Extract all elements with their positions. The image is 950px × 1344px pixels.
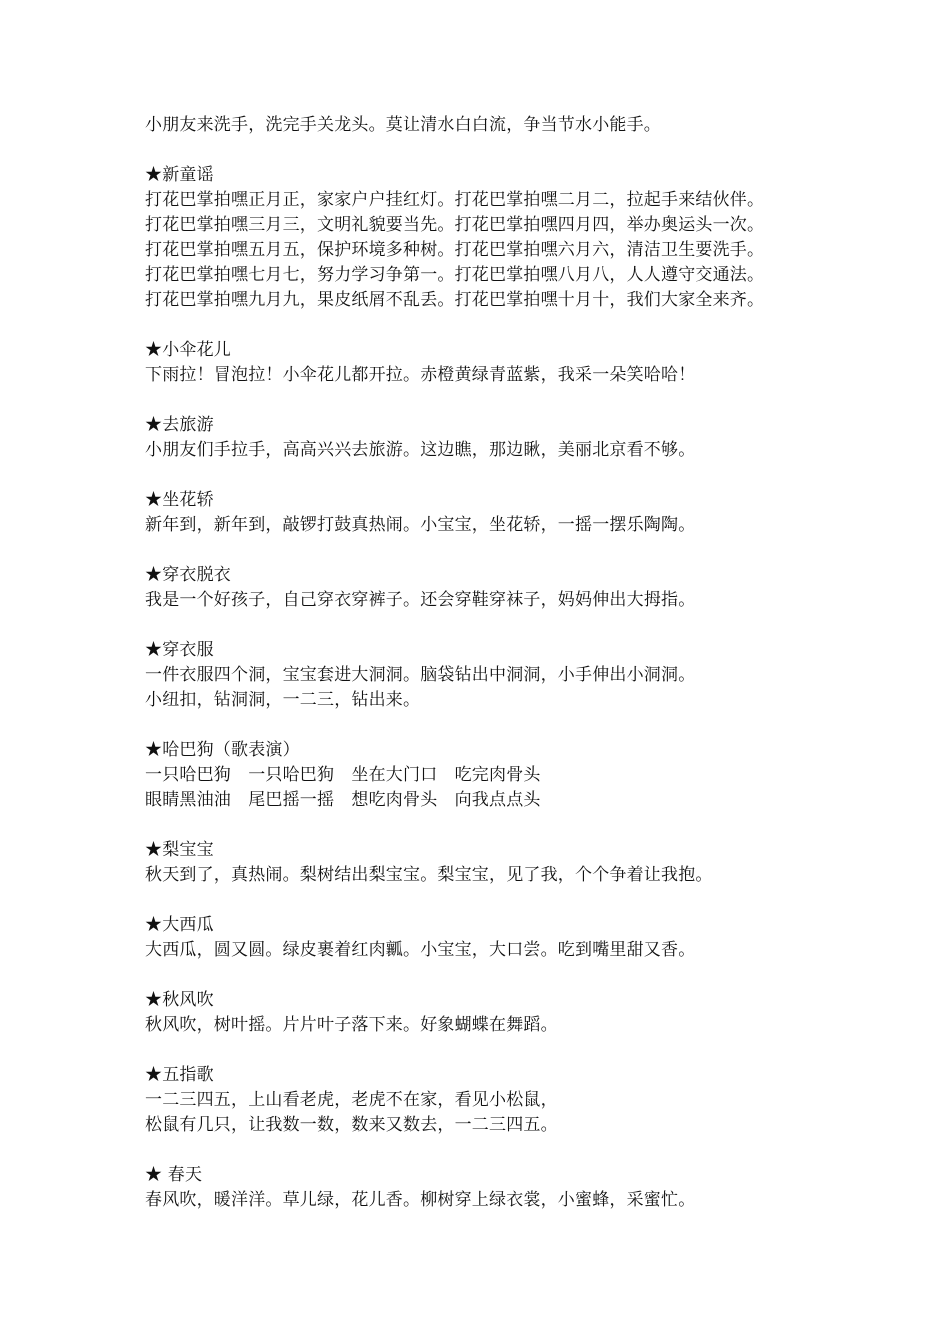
section-title: ★去旅游 xyxy=(145,415,214,435)
rhyme-line: 秋风吹，树叶摇。片片叶子落下来。好象蝴蝶在舞蹈。 xyxy=(145,1015,558,1035)
spacer xyxy=(145,538,845,563)
section-title: ★ 春天 xyxy=(145,1165,203,1185)
section-title: ★坐花轿 xyxy=(145,490,214,510)
section-title: ★新童谣 xyxy=(145,165,214,185)
document-body xyxy=(145,113,845,1213)
spacer xyxy=(145,138,845,163)
rhyme-line: 一二三四五，上山看老虎，老虎不在家，看见小松鼠， xyxy=(145,1090,558,1110)
section-title: ★秋风吹 xyxy=(145,990,214,1010)
rhyme-line: 一只哈巴狗 一只哈巴狗 坐在大门口 吃完肉骨头 xyxy=(145,765,541,785)
rhyme-line: 打花巴掌拍嘿七月七，努力学习争第一。打花巴掌拍嘿八月八，人人遵守交通法。 xyxy=(145,265,765,285)
section-title: ★小伞花儿 xyxy=(145,340,231,360)
spacer xyxy=(145,1038,845,1063)
rhyme-line: 秋天到了，真热闹。梨树结出梨宝宝。梨宝宝，见了我，个个争着让我抱。 xyxy=(145,865,713,885)
rhyme-line: 下雨拉！冒泡拉！小伞花儿都开拉。赤橙黄绿青蓝紫，我采一朵笑哈哈！ xyxy=(145,365,696,385)
section-title: ★大西瓜 xyxy=(145,915,214,935)
section-title: ★穿衣服 xyxy=(145,640,214,660)
spacer xyxy=(145,463,845,488)
spacer xyxy=(145,613,845,638)
rhyme-line: 打花巴掌拍嘿三月三，文明礼貌要当先。打花巴掌拍嘿四月四，举办奥运头一次。 xyxy=(145,215,765,235)
rhyme-line: 打花巴掌拍嘿正月正，家家户户挂红灯。打花巴掌拍嘿二月二，拉起手来结伙伴。 xyxy=(145,190,765,210)
rhyme-line: 我是一个好孩子，自己穿衣穿裤子。还会穿鞋穿袜子，妈妈伸出大拇指。 xyxy=(145,590,696,610)
spacer xyxy=(145,813,845,838)
rhyme-line: 打花巴掌拍嘿九月九，果皮纸屑不乱丢。打花巴掌拍嘿十月十，我们大家全来齐。 xyxy=(145,290,765,310)
rhyme-line: 小朋友们手拉手，高高兴兴去旅游。这边瞧，那边瞅，美丽北京看不够。 xyxy=(145,440,696,460)
spacer xyxy=(145,388,845,413)
spacer xyxy=(145,963,845,988)
rhyme-line: 一件衣服四个洞，宝宝套进大洞洞。脑袋钻出中洞洞，小手伸出小洞洞。 xyxy=(145,665,696,685)
rhyme-line: 松鼠有几只，让我数一数，数来又数去，一二三四五。 xyxy=(145,1115,558,1135)
section-title: ★穿衣脱衣 xyxy=(145,565,231,585)
rhyme-line: 小纽扣，钻洞洞，一二三，钻出来。 xyxy=(145,690,421,710)
section-title: ★梨宝宝 xyxy=(145,840,214,860)
section-title: ★哈巴狗（歌表演） xyxy=(145,740,300,760)
rhyme-line: 新年到，新年到，敲锣打鼓真热闹。小宝宝，坐花轿，一摇一摆乐陶陶。 xyxy=(145,515,696,535)
section-title: ★五指歌 xyxy=(145,1065,214,1085)
spacer xyxy=(145,1138,845,1163)
rhyme-line: 眼睛黑油油 尾巴摇一摇 想吃肉骨头 向我点点头 xyxy=(145,790,541,810)
rhyme-line: 大西瓜，圆又圆。绿皮裹着红肉瓤。小宝宝，大口尝。吃到嘴里甜又香。 xyxy=(145,940,696,960)
intro-line: 小朋友来洗手，洗完手关龙头。莫让清水白白流，争当节水小能手。 xyxy=(145,115,661,135)
spacer xyxy=(145,713,845,738)
spacer xyxy=(145,313,845,338)
spacer xyxy=(145,888,845,913)
rhyme-line: 打花巴掌拍嘿五月五，保护环境多种树。打花巴掌拍嘿六月六，清洁卫生要洗手。 xyxy=(145,240,765,260)
rhyme-line: 春风吹，暖洋洋。草儿绿，花儿香。柳树穿上绿衣裳，小蜜蜂，采蜜忙。 xyxy=(145,1190,696,1210)
